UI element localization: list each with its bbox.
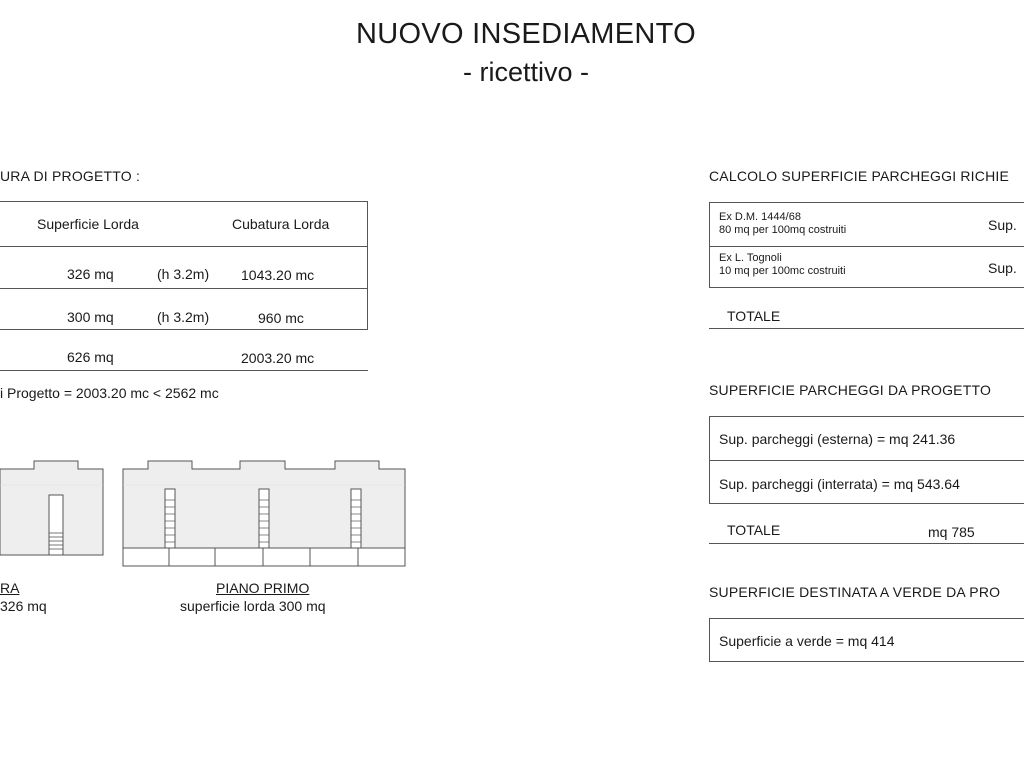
table-divider: [0, 288, 368, 289]
sup-value: Sup.: [988, 260, 1017, 276]
cell-superficie: 300 mq: [67, 309, 114, 325]
law-label: Ex D.M. 1444/68: [719, 211, 801, 223]
table-top-border: [709, 618, 1024, 619]
cell-altezza: (h 3.2m): [157, 309, 210, 325]
table-bottom-border: [709, 661, 1024, 662]
total-label: TOTALE: [727, 308, 781, 324]
law-rule: 10 mq per 100mc costruiti: [719, 265, 846, 277]
table-bottom-border: [709, 328, 1024, 329]
table-top-border: [709, 202, 1024, 203]
parcheggi-interrata: Sup. parcheggi (interrata) = mq 543.64: [719, 476, 960, 492]
table-top-border: [0, 201, 368, 202]
parcheggi-progetto-heading: SUPERFICIE PARCHEGGI DA PROGETTO: [709, 382, 992, 398]
table-left-border: [709, 618, 710, 662]
column-header-cubatura: Cubatura Lorda: [232, 216, 330, 232]
cell-altezza: (h 3.2m): [157, 266, 210, 282]
page-title: NUOVO INSEDIAMENTO: [355, 18, 697, 50]
parcheggi-richiesti-heading: CALCOLO SUPERFICIE PARCHEGGI RICHIE: [709, 168, 1010, 184]
table-divider: [709, 287, 1024, 288]
ground-floor-label: RA: [0, 580, 20, 596]
cell-superficie: 626 mq: [67, 349, 114, 365]
floor-plan-ground: [0, 455, 110, 565]
law-rule: 80 mq per 100mq costruiti: [719, 224, 847, 236]
floor-plan-first: [120, 455, 410, 570]
cubatura-heading: URA DI PROGETTO :: [0, 168, 141, 184]
first-floor-area: superficie lorda 300 mq: [180, 598, 326, 614]
cell-cubatura: 1043.20 mc: [241, 267, 315, 283]
cubatura-summary: i Progetto = 2003.20 mc < 2562 mc: [0, 385, 219, 401]
table-divider: [0, 329, 368, 330]
total-label: TOTALE: [727, 522, 781, 538]
superficie-verde: Superficie a verde = mq 414: [719, 633, 895, 649]
sup-value: Sup.: [988, 217, 1017, 233]
table-bottom-border: [709, 543, 1024, 544]
cell-cubatura: 960 mc: [258, 310, 304, 326]
law-label: Ex L. Tognoli: [719, 252, 782, 264]
table-bottom-border: [0, 370, 368, 371]
ground-floor-area: 326 mq: [0, 598, 47, 614]
table-top-border: [709, 416, 1024, 417]
verde-heading: SUPERFICIE DESTINATA A VERDE DA PRO: [709, 584, 1001, 600]
column-header-superficie: Superficie Lorda: [37, 216, 139, 232]
table-left-border: [709, 202, 710, 288]
cell-cubatura: 2003.20 mc: [241, 350, 315, 366]
table-divider: [709, 246, 1024, 247]
first-floor-label: PIANO PRIMO: [216, 580, 310, 596]
table-right-border: [367, 201, 368, 330]
table-divider: [709, 503, 1024, 504]
parcheggi-esterna: Sup. parcheggi (esterna) = mq 241.36: [719, 431, 956, 447]
cell-superficie: 326 mq: [67, 266, 114, 282]
total-value: mq 785: [928, 524, 975, 540]
page-subtitle: - ricettivo -: [462, 57, 589, 87]
table-divider: [0, 246, 368, 247]
table-divider: [709, 460, 1024, 461]
